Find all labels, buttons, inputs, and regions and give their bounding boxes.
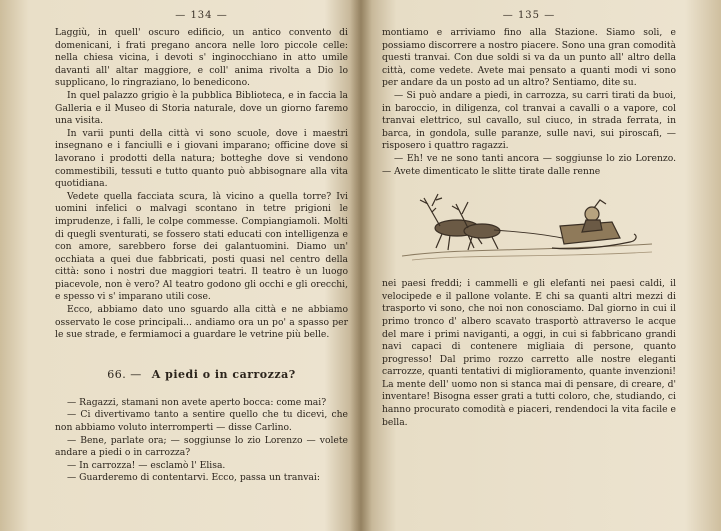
right-body-bottom	[382, 278, 676, 429]
paragraph: In varii punti della città vi sono scuole, dove i maestri insegnano e i fanciulli e i giovani imparano; officine dove si lavorano i prodotti della natura; botteghe dove si vendono commestibili, tessuti e tutto quanto può abbisognare alla vita quotidiana.	[55, 127, 348, 190]
paragraph: In quel palazzo grigio è la pubblica Biblioteca, e in faccia la Galleria e il Museo di Storia naturale, dove un giorno faremo una visita.	[55, 89, 348, 127]
paragraph: Laggiù, in quell' oscuro edificio, un antico convento di domenicani, i frati pregano ancora nelle loro piccole celle: nella chiesa vicina, i devoti s' inginocchiano in atto umile davanti all' altar maggiore, e coll' anima rivolta a Dio lo supplicano, lo ringraziano, lo benedicono.	[55, 27, 348, 89]
page-number-left: — 134 —	[175, 10, 228, 21]
left-body-bottom	[55, 397, 348, 485]
dialogue-line: — Ci divertivamo tanto a sentire quello che tu dicevi, che non abbiamo voluto interromperti — disse Carlino.	[55, 409, 348, 434]
dialogue-line: — Guarderemo di contentarvi. Ecco, passa un tranvai:	[67, 472, 320, 484]
reindeer-sleigh-icon	[402, 186, 652, 268]
right-body-top	[382, 27, 676, 178]
dialogue-line: — Bene, parlate ora; — soggiunse lo zio Lorenzo — volete andare a piedi o in carrozza?	[55, 434, 348, 459]
paragraph: Ecco, abbiamo dato uno sguardo alla città e ne abbiamo osservato le cose principali... andiamo ora un po' a spasso per le sue strade, e fermiamoci a guardare le vetrine più belle.	[55, 304, 348, 341]
left-body-top	[55, 27, 348, 342]
paragraph: — Eh! ve ne sono tanti ancora — soggiunse lo zio Lorenzo. — Avete dimenticato le slitte tirate dalle renne	[382, 152, 676, 177]
reindeer-sleigh-illustration	[382, 186, 676, 268]
paragraph: Vedete quella facciata scura, là vicino a quella torre? Ivi uomini infelici o malvagi scontano in tetre prigioni le imprudenze, i falli, le colpe commesse. Compiangiamoli. Molti di quegli sventurati, se fossero stati educati con intelligenza e con amore, sarebbero forse dei galantuomini. Diamo un' occhiata a quei due fabbricati, posti quasi nel centro della città: sono i nostri due maggiori teatri. Il teatro è un luogo piacevole, non è vero? Al teatro godono gli occhi e gli orecchi, e spesso vi s' imparano utili cose.	[55, 190, 348, 303]
paragraph: — Si può andare a piedi, in carrozza, su carri tirati da buoi, in baroccio, in diligenza, col tranvai a cavalli o a vapore, col tranvai elettrico, sul cavallo, sul ciuco, in strada ferrata, in barca, in gondola, sulle paranze, sulle navi, sui piroscafi, — risposero i quattro ragazzi.	[382, 89, 676, 152]
chapter-number: 66. —	[107, 367, 142, 381]
chapter-heading	[55, 368, 348, 381]
left-page	[0, 0, 360, 531]
page-number-right: — 135 —	[502, 10, 556, 21]
dialogue-line: — In carrozza! — esclamò l' Elisa.	[67, 459, 226, 471]
chapter-title: A piedi o in carrozza?	[151, 367, 296, 381]
paragraph: nei paesi freddi; i cammelli e gli elefanti nei paesi caldi, il velocipede e il pallone volante. E chi sa quanti altri mezzi di trasporto vi sono, che noi non conosciamo. Dal giorno in cui il primo tronco d' albero scavato trasportò attraverso le acque del mare i primi naviganti, a oggi, in cui si fabbricano grandi navi capaci di contenere migliaia di persone, quanto progresso! Dal primo rozzo carretto alle nostre eleganti carrozze, quanti tentativi di miglioramento, quante invenzioni! La mente dell' uomo non si stanca mai di pensare, di creare, d' inventare! Bisogna esser grati a tutti coloro, che, studiando, ci hanno procurato comodità e piaceri, rendendoci la vita facile e bella.	[382, 278, 676, 428]
right-page	[360, 0, 721, 531]
dialogue-line: — Ragazzi, stamani non avete aperto bocca: come mai?	[67, 396, 327, 408]
paragraph: montiamo e arriviamo fino alla Stazione. Siamo soli, e possiamo discorrere a nostro piacere. Sono una gran comodità questi tranvai. Con due soldi si va da un punto all' altro della città, come vedete. Avete mai pensato a quanti modi vi sono per andare da un posto ad un altro? Sentiamo, dite su.	[382, 27, 676, 89]
